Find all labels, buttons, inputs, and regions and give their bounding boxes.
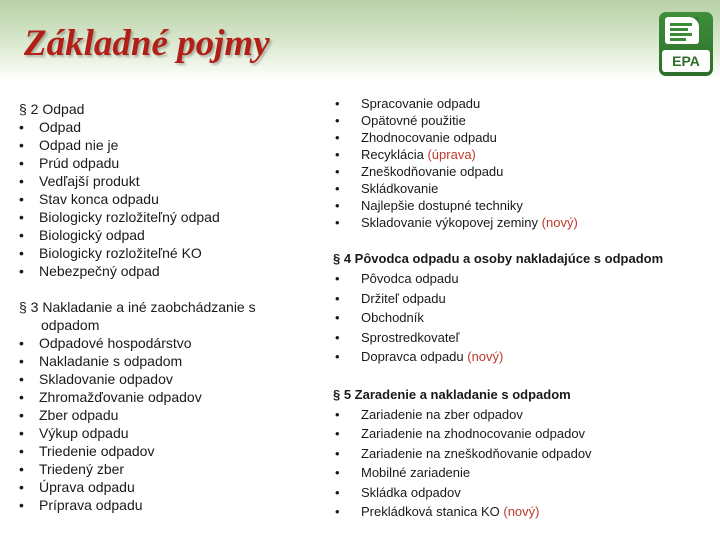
item-note: (nový) (503, 504, 540, 519)
list-item: • Nebezpečný odpad (19, 262, 319, 280)
section-5-list (333, 405, 718, 522)
epa-logo (659, 12, 713, 76)
item-text: Recyklácia (361, 147, 428, 162)
list-item: • Výkup odpadu (19, 424, 319, 442)
item-note: (úprava) (427, 147, 476, 162)
list-item: • Zber odpadu (19, 406, 319, 424)
list-item: • Vedľajší produkt (19, 172, 319, 190)
list-item: • Triedenie odpadov (19, 442, 319, 460)
item-note: (nový) (467, 349, 504, 364)
list-item (333, 328, 718, 348)
list-item: • Biologicky rozložiteľný odpad (19, 208, 319, 226)
item-text: Zhodnocovanie odpadu (361, 130, 497, 145)
right-column (333, 95, 718, 522)
list-item: • Nakladanie s odpadom (19, 352, 319, 370)
left-column (19, 100, 319, 514)
list-item (333, 424, 718, 444)
item-text: Zariadenie na zber odpadov (361, 406, 523, 422)
item-text: Prekládková stanica KO (361, 504, 504, 519)
list-item (333, 146, 718, 163)
list-item: • Biologicky rozložiteľné KO (19, 244, 319, 262)
section-2-heading: § 2 Odpad (19, 101, 85, 117)
section-3-continued-list (333, 95, 718, 231)
section-2-list (19, 118, 319, 280)
section-5-heading: § 5 Zaradenie a nakladanie s odpadom (333, 386, 571, 402)
list-item (333, 289, 718, 309)
section-3-heading (19, 298, 319, 334)
list-item (333, 347, 718, 367)
item-text: Najlepšie dostupné techniky (361, 198, 523, 213)
section-3-list (19, 334, 319, 514)
item-text: Zariadenie na zneškodňovanie odpadov (361, 445, 592, 461)
item-text: Zariadenie na zhodnocovanie odpadov (361, 426, 586, 441)
list-item (333, 502, 718, 522)
list-item (333, 95, 718, 112)
list-item (333, 180, 718, 197)
list-item (333, 163, 718, 180)
item-text: Zneškodňovanie odpadu (361, 164, 504, 179)
list-item: • Stav konca odpadu (19, 190, 319, 208)
item-text: Spracovanie odpadu (361, 96, 481, 111)
list-item (333, 405, 718, 425)
section-3-heading-line1: § 3 Nakladanie a iné zaobchádzanie s (19, 299, 256, 315)
list-item: • Odpad (19, 118, 319, 136)
section-4 (333, 249, 718, 367)
item-note: (nový) (541, 215, 578, 230)
item-text: Dopravca odpadu (361, 349, 468, 364)
list-item: • Skladovanie odpadov (19, 370, 319, 388)
list-item (333, 129, 718, 146)
item-text: Pôvodca odpadu (361, 271, 459, 286)
section-3-heading-line2: odpadom (41, 317, 100, 333)
section-3 (19, 298, 319, 514)
item-text: Opätovné použitie (361, 113, 466, 128)
slide-title: Základné pojmy (24, 23, 270, 64)
list-item (333, 483, 718, 503)
logo-text: EPA (672, 53, 700, 69)
list-item: • Odpad nie je (19, 136, 319, 154)
list-item: • Triedený zber (19, 460, 319, 478)
list-item (333, 112, 718, 129)
item-text: Mobilné zariadenie (361, 465, 471, 480)
item-text: Skládka odpadov (361, 484, 461, 500)
section-5 (333, 385, 718, 522)
list-item (333, 308, 718, 328)
list-item: • Odpadové hospodárstvo (19, 334, 319, 352)
list-item (333, 444, 718, 464)
list-item: • Biologický odpad (19, 226, 319, 244)
item-text: Držiteľ odpadu (361, 290, 446, 306)
list-item (333, 214, 718, 231)
list-item: • Úprava odpadu (19, 478, 319, 496)
document-icon (665, 17, 699, 44)
section-4-heading: § 4 Pôvodca odpadu a osoby nakladajúce s odpadom (333, 251, 664, 266)
list-item: • Prúd odpadu (19, 154, 319, 172)
item-text: Skladovanie výkopovej zeminy (361, 215, 542, 230)
item-text: Skládkovanie (361, 181, 439, 196)
section-4-list (333, 269, 718, 367)
list-item (333, 463, 718, 483)
item-text: Sprostredkovateľ (361, 329, 460, 345)
list-item (333, 197, 718, 214)
list-item (333, 269, 718, 289)
item-text: Obchodník (361, 310, 424, 325)
section-2 (19, 100, 319, 280)
list-item: • Príprava odpadu (19, 496, 319, 514)
list-item: • Zhromažďovanie odpadov (19, 388, 319, 406)
